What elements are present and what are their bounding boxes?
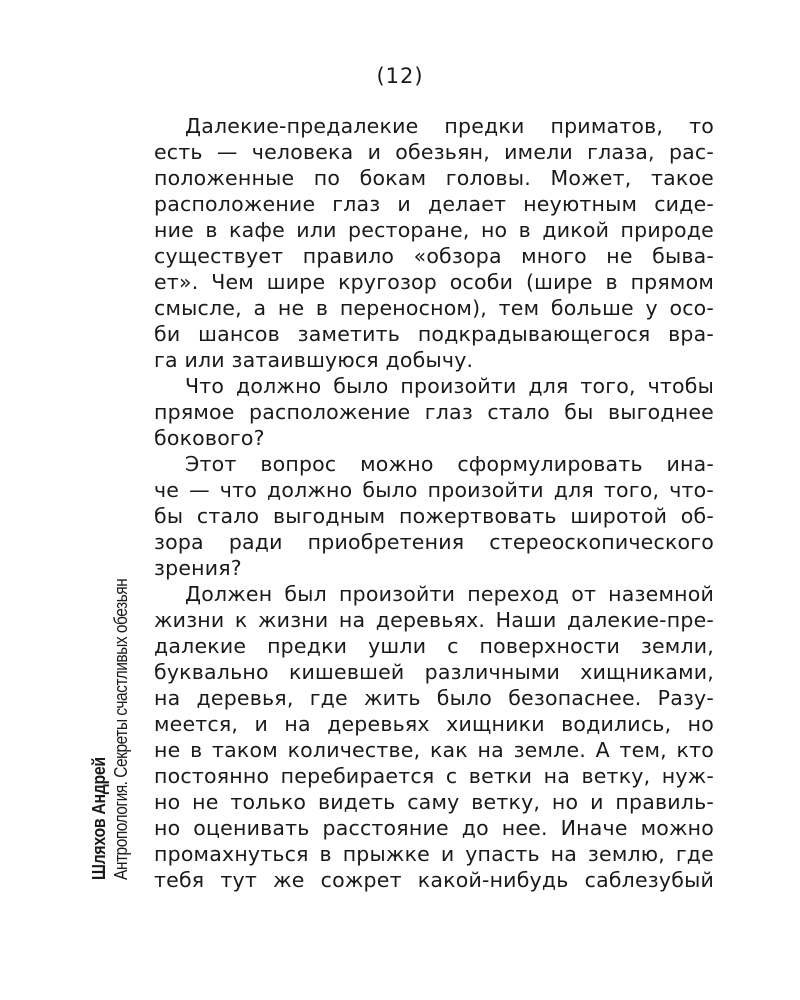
body-text (154, 113, 714, 893)
text-line: че — что должно было произойти для того, что- (154, 478, 714, 502)
text-line: тебя тут же сожрет какой-нибудь саблезубый (154, 868, 714, 892)
text-line: расположение глаз и делает неуютным сиде- (154, 192, 714, 216)
text-line: Что должно было произойти для того, чтобы (185, 374, 714, 398)
text-line: прямое расположение глаз стало бы выгоднее (154, 400, 714, 424)
text-line: зрения? (154, 556, 242, 580)
text-line: буквально кишевшей различными хищниками, (154, 660, 714, 684)
paragraph-2 (154, 373, 714, 451)
text-line: би шансов заметить подкрадывающегося вра- (154, 322, 714, 346)
text-line: на деревья, где жить было безопаснее. Разу- (154, 686, 714, 710)
text-line: жизни к жизни на деревьях. Наши далекие-пре- (154, 608, 714, 632)
text-line: далекие предки ушли с поверхности земли, (154, 634, 714, 658)
text-line: не в таком количестве, как на земле. А тем, кто (154, 738, 714, 762)
text-line: положенные по бокам головы. Может, такое (154, 166, 714, 190)
text-line: бы стало выгодным пожертвовать широтой об- (154, 504, 714, 528)
text-line: но не только видеть саму ветку, но и правиль- (154, 790, 714, 814)
text-line: бокового? (154, 426, 265, 450)
spine-running-head (88, 521, 132, 880)
page-number: (12) (376, 64, 424, 88)
text-line: но оценивать расстояние до нее. Иначе можно (154, 816, 714, 840)
text-line: смысле, а не в переносном), тем больше у осо- (154, 296, 714, 320)
text-line: существует правило «обзора много не быва- (154, 244, 714, 268)
text-line: ет». Чем шире кругозор особи (шире в прямом (154, 270, 714, 294)
text-line: меется, и на деревьях хищники водились, но (154, 712, 714, 736)
paragraph-1 (154, 113, 714, 373)
text-line: Должен был произойти переход от наземной (185, 582, 714, 606)
text-line: зора ради приобретения стереоскопического (154, 530, 714, 554)
text-line: есть — человека и обезьян, имели глаза, рас- (154, 140, 714, 164)
text-line: постоянно перебирается с ветки на ветку, нуж- (154, 764, 714, 788)
paragraph-4 (154, 581, 714, 893)
text-line: Этот вопрос можно сформулировать ина- (185, 452, 714, 476)
text-line: га или затаившуюся добычу. (154, 348, 474, 372)
text-line: ние в кафе или ресторане, но в дикой природе (154, 218, 714, 242)
paragraph-3 (154, 451, 714, 581)
text-line: промахнуться в прыжке и упасть на землю, где (154, 842, 714, 866)
spine-title: Антропология. Секреты счастливых обезьян (110, 578, 131, 880)
spine-author: Шляхов Андрей (88, 757, 109, 880)
text-line: Далекие-предалекие предки приматов, то (185, 114, 714, 138)
